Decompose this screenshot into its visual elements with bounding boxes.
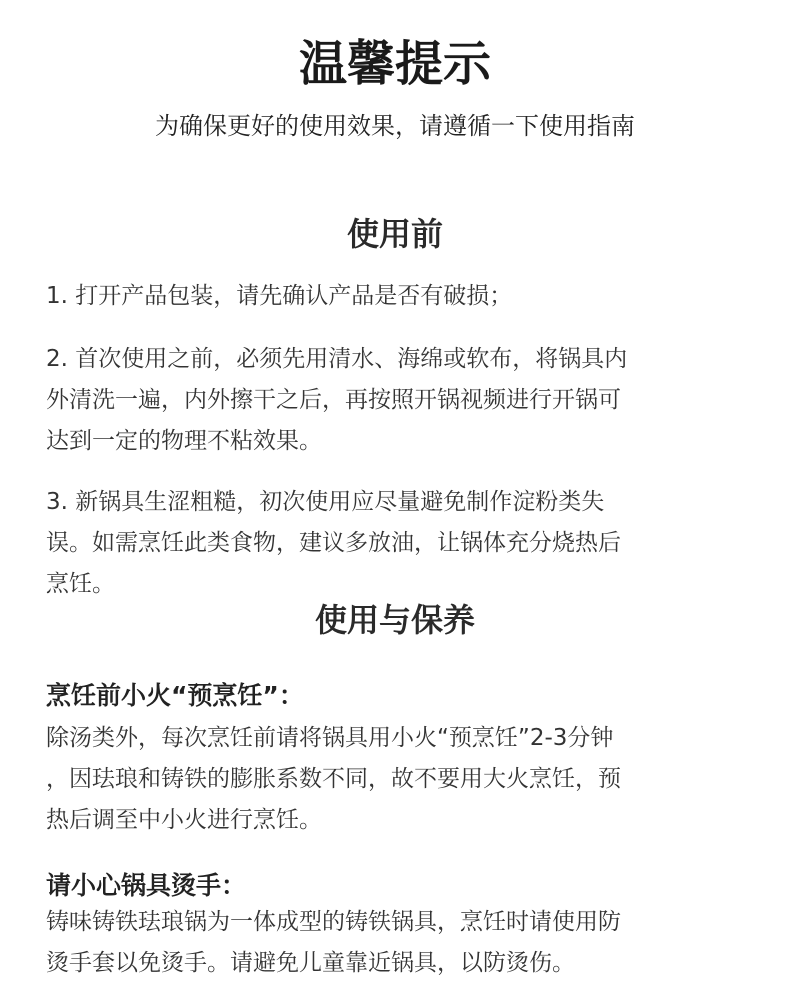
- before-use-item-2: 2. 首次使用之前，必须先用清水、海绵或软布，将锅具内 外清洗一遍，内外擦干之后，再按照开锅视频进行开锅可 达到一定的物理不粘效果。: [46, 346, 628, 454]
- page-subtitle: 为确保更好的使用效果，请遵循一下使用指南: [155, 112, 635, 140]
- tip-heading-preheat: 烹饪前小火“预烹饪”：: [46, 681, 304, 710]
- tip-heading-hot: 请小心锅具烫手：: [46, 871, 247, 900]
- section-title-use-and-care: 使用与保养: [314, 601, 475, 639]
- page-title: 温馨提示: [298, 36, 491, 92]
- tip-text-preheat: 除汤类外，每次烹饪前请将锅具用小火“预烹饪”2-3分钟 ，因珐琅和铸铁的膨胀系数不同，故不要用大火烹饪，预 热后调至中小火进行烹饪。: [46, 725, 621, 833]
- tip-text-hot: 铸味铸铁珐琅锅为一体成型的铸铁锅具，烹饪时请使用防 烫手套以免烫手。请避免儿童靠近锅具，以防烫伤。: [46, 909, 621, 976]
- before-use-item-1: 1. 打开产品包装，请先确认产品是否有破损；: [46, 283, 513, 309]
- section-title-before-use: 使用前: [346, 215, 443, 253]
- before-use-item-3: 3. 新锅具生涩粗糙，初次使用应尽量避免制作淀粉类失 误。如需烹饪此类食物，建议多放油，让锅体充分烧热后 烹饪。: [46, 489, 621, 597]
